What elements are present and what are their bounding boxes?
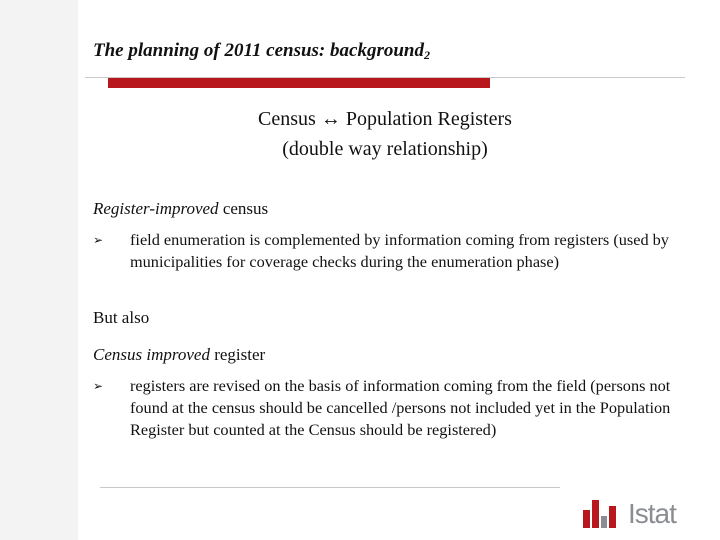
- istat-logo-icon: [583, 498, 625, 530]
- slide-title-subscript: 2: [423, 48, 430, 62]
- section1-label-rest: census: [218, 199, 269, 218]
- heading-line-1: Census ↔ Population Registers: [258, 108, 512, 130]
- arrow-bullet-icon: ➢: [93, 233, 104, 247]
- section2-bullet-text: registers are revised on the basis of information coming from the field (persons not found at the census should be cancelled /persons not included yet in the Population Register but counted at the Census should be registered): [130, 376, 671, 439]
- footer-divider-line: [100, 487, 560, 488]
- title-accent-bar: [108, 78, 490, 88]
- section1-label: [93, 198, 268, 220]
- heading-line-2: (double way relationship): [282, 138, 488, 160]
- connector-text: But also: [93, 308, 150, 327]
- slide-heading: [180, 104, 590, 164]
- section2-label-rest: register: [209, 345, 266, 364]
- section2-label-italic: Census improved: [93, 345, 210, 364]
- section2-label: [93, 344, 265, 366]
- arrow-bullet-icon: ➢: [93, 379, 104, 393]
- slide-title-text: The planning of 2011 census: background: [93, 40, 424, 61]
- section1-label-italic: Register-improved: [93, 199, 219, 218]
- section1-bullet-text: field enumeration is complemented by information coming from registers (used by municipalities for coverage checks during the enumeration phase): [130, 230, 669, 271]
- istat-logo-text: Istat: [628, 498, 676, 529]
- left-sidebar-panel: [0, 0, 78, 540]
- slide-title: [93, 40, 430, 63]
